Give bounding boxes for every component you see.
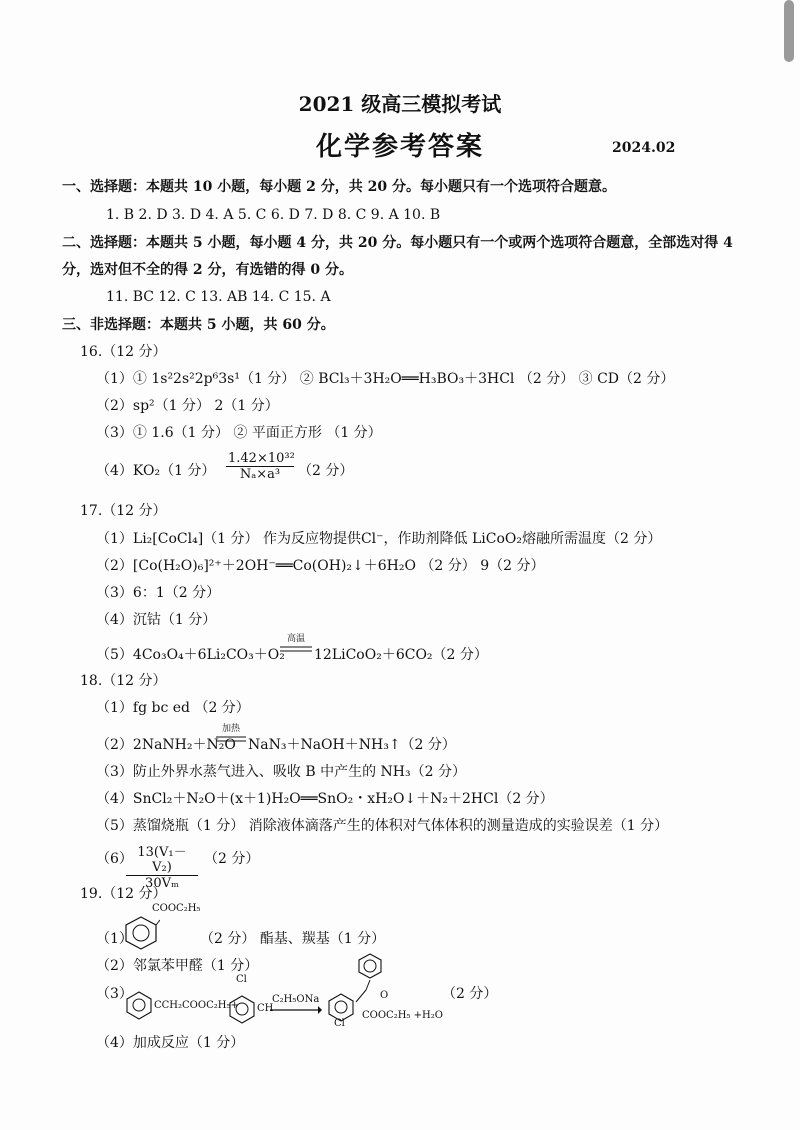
q18-heading: 18.（12 分） bbox=[80, 673, 167, 689]
q17-line4: （4）沉钴（1 分） bbox=[96, 612, 217, 628]
section1-answers: 1. B 2. D 3. D 4. A 5. C 6. D 7. D 8. C 9. A 10. B bbox=[106, 207, 441, 223]
q19-line1-suffix: （2 分） 酯基、羰基（1 分） bbox=[200, 931, 386, 947]
q16-line4-suffix: （2 分） bbox=[298, 463, 354, 479]
q18-equals-arrow bbox=[216, 735, 246, 743]
benzene-ring-icon bbox=[124, 990, 154, 1020]
reaction-reagent: C₂H₅ONa bbox=[272, 994, 320, 1005]
q17-line5-prefix: （5）4Co₃O₄＋6Li₂CO₃＋O₂ bbox=[96, 647, 285, 663]
section2-answers: 11. BC 12. C 13. AB 14. C 15. A bbox=[106, 289, 331, 305]
q16-fraction bbox=[226, 451, 294, 482]
q18-line4: （4）SnCl₂＋N₂O＋(x＋1)H₂O══SnO₂・xH₂O↓＋N₂＋2HCl（2 分） bbox=[96, 791, 554, 807]
q17-line3: （3）6：1（2 分） bbox=[96, 585, 221, 601]
chloro-substituent: Cl bbox=[236, 974, 247, 985]
q18-line5: （5）蒸馏烧瓶（1 分） 消除液体滴落产生的体积对气体体积的测量造成的实验误差（1 分） bbox=[96, 818, 669, 834]
reaction-arrow-icon bbox=[270, 1006, 322, 1014]
q18-line3: （3）防止外界水蒸气进入、吸收 B 中产生的 NH₃（2 分） bbox=[96, 764, 466, 780]
q18-line2-prefix: （2）2NaNH₂＋N₂O bbox=[96, 737, 236, 753]
q18-line6-suffix: （2 分） bbox=[204, 851, 260, 867]
benzene-ring-icon bbox=[356, 952, 384, 980]
q19-substituent: COOC₂H₅ bbox=[152, 903, 201, 914]
benzene-ring-icon bbox=[122, 915, 160, 951]
page-title: 2021 级高三模拟考试 bbox=[298, 92, 502, 116]
q16-line3: （3）① 1.6（1 分） ② 平面正方形 （1 分） bbox=[96, 425, 382, 441]
q17-heading: 17.（12 分） bbox=[80, 503, 167, 519]
q17-condition: 高温 bbox=[287, 634, 306, 644]
q17-line5-suffix: 12LiCoO₂＋6CO₂（2 分） bbox=[314, 647, 488, 663]
q16-line2: （2）sp²（1 分） 2（1 分） bbox=[96, 398, 279, 414]
q16-line1: （1）① 1s²2s²2p⁶3s¹（1 分） ② BCl₃＋3H₂O══H₃BO₃＋3HCl （2 分） ③ CD（2 分） bbox=[96, 371, 675, 387]
q17-line1: （1）Li₂[CoCl₄]（1 分） 作为反应物提供Cl⁻，作助剂降低 LiCoO₂熔融所需温度（2 分） bbox=[96, 531, 662, 547]
reactant1-chain: CCH₂COOC₂H₅+ bbox=[154, 1000, 239, 1011]
q16-fraction-denominator: Nₐ×a³ bbox=[239, 467, 281, 482]
q18-line6-prefix: （6） bbox=[96, 851, 133, 867]
scrollbar-thumb[interactable] bbox=[784, 0, 794, 62]
q19-heading: 19.（12 分） bbox=[80, 886, 167, 902]
q18-fraction-denominator: 30Vₘ bbox=[145, 876, 179, 891]
q17-equals-arrow bbox=[280, 645, 312, 653]
q18-line2-suffix: NaN₃＋NaOH＋NH₃↑（2 分） bbox=[248, 737, 456, 753]
q18-fraction bbox=[126, 841, 198, 891]
q18-condition: 加热 bbox=[222, 724, 241, 734]
q16-heading: 16.（12 分） bbox=[80, 344, 167, 360]
q19-line2: （2）邻氯苯甲醛（1 分） bbox=[96, 958, 259, 974]
section2-heading-line2: 分，选对但不全的得 2 分，有选错的得 0 分。 bbox=[62, 262, 353, 278]
benzene-ring-icon bbox=[227, 994, 257, 1024]
q18-line1: （1）fg bc ed （2 分） bbox=[96, 700, 250, 716]
aldehyde-group: CH bbox=[257, 1003, 274, 1014]
q18-fraction-numerator: 13(V₁－V₂) bbox=[126, 841, 198, 876]
ketone-oxygen: O bbox=[380, 990, 389, 1001]
section2-heading-line1: 二、选择题：本题共 5 小题，每小题 4 分，共 20 分。每小题只有一个或两个选项符合题意，全部选对得 4 bbox=[62, 235, 733, 251]
product-ester-group: COOC₂H₅ +H₂O bbox=[362, 1010, 443, 1021]
q19-line3-suffix: （2 分） bbox=[442, 986, 498, 1002]
q19-line3-prefix: （3） bbox=[96, 986, 133, 1002]
date-label: 2024.02 bbox=[612, 140, 676, 156]
section1-heading: 一、选择题：本题共 10 小题，每小题 2 分，共 20 分。每小题只有一个选项符合题意。 bbox=[62, 179, 616, 195]
page-subtitle: 化学参考答案 bbox=[315, 132, 484, 162]
q17-line2: （2）[Co(H₂O)₆]²⁺＋2OH⁻══Co(OH)₂↓＋6H₂O （2 分） 9（2 分） bbox=[96, 558, 545, 574]
q16-fraction-numerator: 1.42×10³² bbox=[228, 451, 295, 466]
q19-line4: （4）加成反应（1 分） bbox=[96, 1035, 245, 1051]
section3-heading: 三、非选择题：本题共 5 小题，共 60 分。 bbox=[62, 317, 335, 333]
q19-line1-prefix: （1） bbox=[96, 931, 133, 947]
q16-line4-prefix: （4）KO₂（1 分） bbox=[96, 463, 216, 479]
product-chloro: Cl bbox=[334, 1018, 345, 1029]
